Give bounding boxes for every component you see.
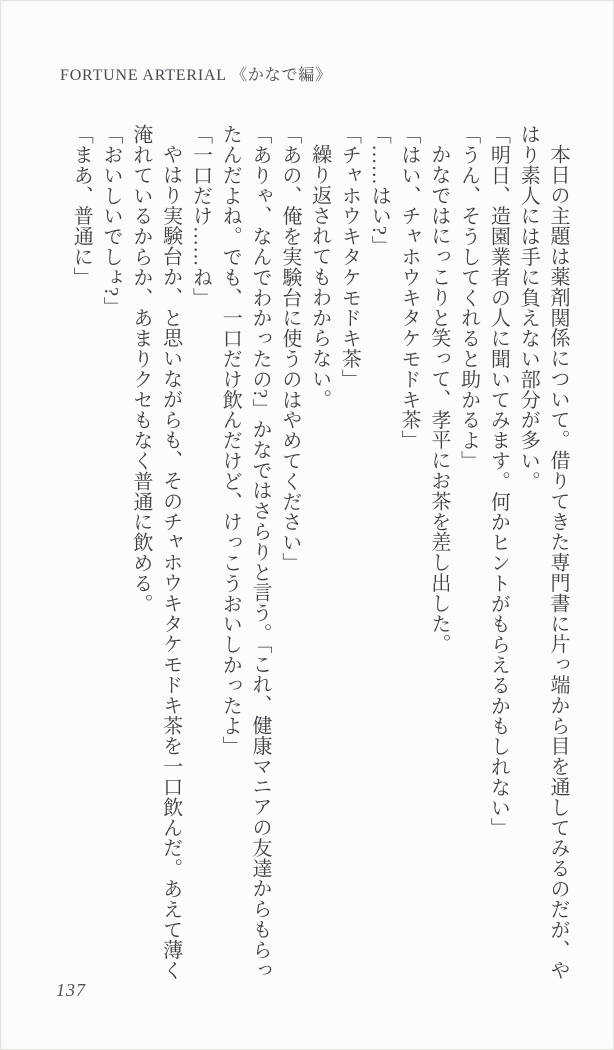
text-line: 「チャホウキタケモドキ茶」	[338, 124, 361, 390]
text-line: 「……はい?」	[368, 124, 391, 256]
text-line: 「ありゃ、なんでわかったの?」かなではさらりと言う。「これ、健康マニアの友達からもらっ	[249, 124, 272, 981]
text-line: やはり実験台か、と思いながらも、そのチャホウキタケモドキ茶を一口飲んだ。あえて薄く	[159, 144, 182, 981]
page-number: 137	[56, 980, 86, 1000]
text-line: 「あの、俺を実験台に使うのはやめてください」	[278, 124, 301, 573]
text-line: かなではにっこりと笑って、孝平にお茶を差し出した。	[427, 144, 450, 654]
text-line: 「まあ、普通に」	[70, 124, 93, 288]
body-text	[65, 124, 572, 981]
text-line: たんだよね。でも、一口だけ飲んだけど、けっこうおいしかったよ」	[219, 124, 242, 757]
text-line: 淹れているからか、あまりクセもなく普通に飲める。	[129, 124, 152, 614]
text-line: 「おいしいでしょ?」	[100, 124, 123, 317]
text-line: 「一口だけ……ね」	[189, 124, 212, 308]
text-line: はり素人には手に負えない部分が多い。	[517, 124, 540, 492]
text-line: 繰り返されてもわからない。	[308, 144, 331, 410]
text-line: 本日の主題は薬剤関係について。借りてきた専門書に片っ端から目を通してみるのだが、や	[547, 144, 569, 981]
text-line: 「はい、チャホウキタケモドキ茶」	[398, 124, 421, 451]
text-line: 「明日、造園業者の人に聞いてみます。何かヒントがもらえるかもしれない」	[487, 124, 510, 838]
text-line: 「うん、そうしてくれると助かるよ」	[457, 124, 480, 471]
running-header: FORTUNE ARTERIAL 《かなで編》	[60, 67, 332, 84]
